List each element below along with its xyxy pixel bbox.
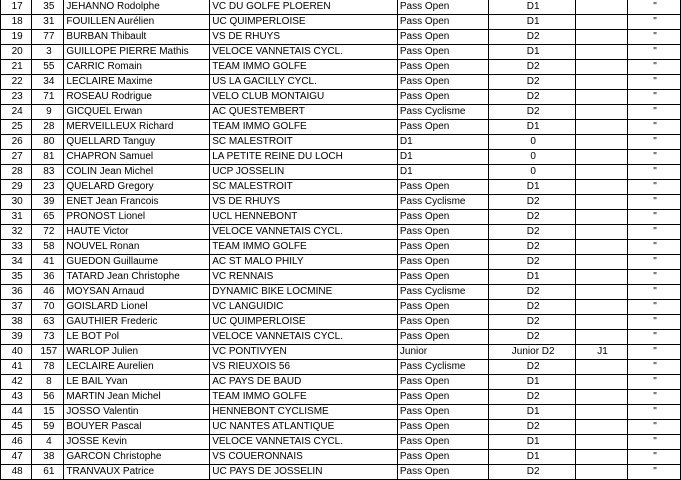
ditto-mark-cell: " (628, 225, 681, 240)
club-name-cell: TEAM IMMO GOLFE (210, 390, 398, 405)
rank-cell: 35 (1, 270, 32, 285)
bib-number-cell: 77 (32, 30, 64, 45)
rank-cell: 22 (1, 75, 32, 90)
class-cell: D2 (489, 210, 576, 225)
rider-name-cell: NOUVEL Ronan (64, 240, 210, 255)
extra-class-cell (576, 360, 628, 375)
category-cell: Pass Open (397, 300, 488, 315)
category-cell: Pass Open (397, 315, 488, 330)
rank-cell: 42 (1, 375, 32, 390)
extra-class-cell (576, 0, 628, 15)
table-row (1, 375, 681, 390)
club-name-cell: AC PAYS DE BAUD (210, 375, 398, 390)
bib-number-cell: 73 (32, 330, 64, 345)
table-row (1, 405, 681, 420)
ditto-mark-cell: " (628, 90, 681, 105)
club-name-cell: AC QUESTEMBERT (210, 105, 398, 120)
category-cell: Pass Open (397, 0, 488, 15)
table-row (1, 240, 681, 255)
bib-number-cell: 59 (32, 420, 64, 435)
extra-class-cell (576, 240, 628, 255)
extra-class-cell (576, 90, 628, 105)
class-cell: D2 (489, 315, 576, 330)
bib-number-cell: 55 (32, 60, 64, 75)
rank-cell: 45 (1, 420, 32, 435)
extra-class-cell (576, 120, 628, 135)
ditto-mark-cell: " (628, 390, 681, 405)
rank-cell: 31 (1, 210, 32, 225)
rank-cell: 39 (1, 330, 32, 345)
table-row (1, 45, 681, 60)
rider-name-cell: TATARD Jean Christophe (64, 270, 210, 285)
bib-number-cell: 3 (32, 45, 64, 60)
extra-class-cell (576, 315, 628, 330)
category-cell: Pass Open (397, 180, 488, 195)
extra-class-cell (576, 300, 628, 315)
club-name-cell: HENNEBONT CYCLISME (210, 405, 398, 420)
ditto-mark-cell: " (628, 150, 681, 165)
bib-number-cell: 8 (32, 375, 64, 390)
class-cell: D1 (489, 270, 576, 285)
rider-name-cell: QUELARD Gregory (64, 180, 210, 195)
rank-cell: 37 (1, 300, 32, 315)
rider-name-cell: BOUYER Pascal (64, 420, 210, 435)
club-name-cell: UCP JOSSELIN (210, 165, 398, 180)
extra-class-cell: J1 (576, 345, 628, 360)
bib-number-cell: 72 (32, 225, 64, 240)
rank-cell: 21 (1, 60, 32, 75)
extra-class-cell (576, 195, 628, 210)
bib-number-cell: 31 (32, 15, 64, 30)
category-cell: Pass Open (397, 120, 488, 135)
rank-cell: 26 (1, 135, 32, 150)
extra-class-cell (576, 75, 628, 90)
bib-number-cell: 28 (32, 120, 64, 135)
rank-cell: 41 (1, 360, 32, 375)
ditto-mark-cell: " (628, 75, 681, 90)
rank-cell: 28 (1, 165, 32, 180)
rider-name-cell: LECLAIRE Maxime (64, 75, 210, 90)
rider-name-cell: CARRIC Romain (64, 60, 210, 75)
extra-class-cell (576, 165, 628, 180)
extra-class-cell (576, 60, 628, 75)
rider-name-cell: QUELLARD Tanguy (64, 135, 210, 150)
bib-number-cell: 78 (32, 360, 64, 375)
bib-number-cell: 34 (32, 75, 64, 90)
rider-name-cell: MOYSAN Arnaud (64, 285, 210, 300)
table-row (1, 180, 681, 195)
rider-name-cell: GICQUEL Erwan (64, 105, 210, 120)
class-cell: D1 (489, 435, 576, 450)
rider-name-cell: GUILLOPE PIERRE Mathis (64, 45, 210, 60)
category-cell: Pass Open (397, 330, 488, 345)
table-row (1, 390, 681, 405)
bib-number-cell: 83 (32, 165, 64, 180)
class-cell: D2 (489, 330, 576, 345)
table-row (1, 315, 681, 330)
rank-cell: 47 (1, 450, 32, 465)
category-cell: Pass Open (397, 375, 488, 390)
ditto-mark-cell: " (628, 15, 681, 30)
club-name-cell: UCL HENNEBONT (210, 210, 398, 225)
club-name-cell: AC ST MALO PHILY (210, 255, 398, 270)
table-row (1, 150, 681, 165)
class-cell: D2 (489, 465, 576, 480)
class-cell: D2 (489, 255, 576, 270)
class-cell: D2 (489, 195, 576, 210)
table-row (1, 165, 681, 180)
bib-number-cell: 4 (32, 435, 64, 450)
rider-name-cell: MERVEILLEUX Richard (64, 120, 210, 135)
class-cell: D2 (489, 75, 576, 90)
rider-name-cell: CHAPRON Samuel (64, 150, 210, 165)
table-row (1, 345, 681, 360)
club-name-cell: UC PAYS DE JOSSELIN (210, 465, 398, 480)
rank-cell: 18 (1, 15, 32, 30)
class-cell: D1 (489, 15, 576, 30)
extra-class-cell (576, 405, 628, 420)
bib-number-cell: 71 (32, 90, 64, 105)
rider-name-cell: GARCON Christophe (64, 450, 210, 465)
category-cell: Pass Open (397, 90, 488, 105)
bib-number-cell: 15 (32, 405, 64, 420)
rider-name-cell: GOISLARD Lionel (64, 300, 210, 315)
bib-number-cell: 39 (32, 195, 64, 210)
category-cell: D1 (397, 150, 488, 165)
table-row (1, 0, 681, 15)
bib-number-cell: 63 (32, 315, 64, 330)
rider-name-cell: MARTIN Jean Michel (64, 390, 210, 405)
rider-name-cell: LE BOT Pol (64, 330, 210, 345)
club-name-cell: DYNAMIC BIKE LOCMINE (210, 285, 398, 300)
ditto-mark-cell: " (628, 375, 681, 390)
bib-number-cell: 23 (32, 180, 64, 195)
rider-name-cell: ROSEAU Rodrigue (64, 90, 210, 105)
category-cell: Pass Open (397, 435, 488, 450)
extra-class-cell (576, 285, 628, 300)
bib-number-cell: 58 (32, 240, 64, 255)
bib-number-cell: 65 (32, 210, 64, 225)
extra-class-cell (576, 180, 628, 195)
extra-class-cell (576, 450, 628, 465)
club-name-cell: VELOCE VANNETAIS CYCL. (210, 330, 398, 345)
extra-class-cell (576, 270, 628, 285)
club-name-cell: VS RIEUXOIS 56 (210, 360, 398, 375)
rider-name-cell: GAUTHIER Frederic (64, 315, 210, 330)
ditto-mark-cell: " (628, 120, 681, 135)
rank-cell: 48 (1, 465, 32, 480)
ditto-mark-cell: " (628, 60, 681, 75)
ditto-mark-cell: " (628, 240, 681, 255)
ditto-mark-cell: " (628, 30, 681, 45)
club-name-cell: VELO CLUB MONTAIGU (210, 90, 398, 105)
extra-class-cell (576, 135, 628, 150)
class-cell: D1 (489, 120, 576, 135)
club-name-cell: UC NANTES ATLANTIQUE (210, 420, 398, 435)
rider-name-cell: BURBAN Thibault (64, 30, 210, 45)
table-row (1, 450, 681, 465)
category-cell: Pass Open (397, 60, 488, 75)
class-cell: D1 (489, 0, 576, 15)
ditto-mark-cell: " (628, 210, 681, 225)
table-row (1, 195, 681, 210)
table-row (1, 60, 681, 75)
club-name-cell: VELOCE VANNETAIS CYCL. (210, 225, 398, 240)
bib-number-cell: 157 (32, 345, 64, 360)
category-cell: D1 (397, 165, 488, 180)
class-cell: 0 (489, 135, 576, 150)
rider-name-cell: LECLAIRE Aurelien (64, 360, 210, 375)
extra-class-cell (576, 225, 628, 240)
table-row (1, 135, 681, 150)
class-cell: D2 (489, 240, 576, 255)
table-row (1, 285, 681, 300)
class-cell: 0 (489, 150, 576, 165)
club-name-cell: VS COUERONNAIS (210, 450, 398, 465)
rider-name-cell: GUEDON Guillaume (64, 255, 210, 270)
bib-number-cell: 70 (32, 300, 64, 315)
category-cell: Pass Open (397, 15, 488, 30)
category-cell: Pass Open (397, 240, 488, 255)
category-cell: Pass Open (397, 450, 488, 465)
ditto-mark-cell: " (628, 135, 681, 150)
class-cell: D2 (489, 105, 576, 120)
club-name-cell: TEAM IMMO GOLFE (210, 120, 398, 135)
ditto-mark-cell: " (628, 420, 681, 435)
rank-cell: 24 (1, 105, 32, 120)
rider-name-cell: JEHANNO Rodolphe (64, 0, 210, 15)
table-row (1, 420, 681, 435)
club-name-cell: VS DE RHUYS (210, 195, 398, 210)
rank-cell: 29 (1, 180, 32, 195)
category-cell: Pass Open (397, 390, 488, 405)
extra-class-cell (576, 45, 628, 60)
club-name-cell: VS DE RHUYS (210, 30, 398, 45)
category-cell: Pass Cyclisme (397, 285, 488, 300)
extra-class-cell (576, 30, 628, 45)
bib-number-cell: 61 (32, 465, 64, 480)
ditto-mark-cell: " (628, 345, 681, 360)
class-cell: D1 (489, 180, 576, 195)
table-row (1, 465, 681, 480)
category-cell: Pass Open (397, 45, 488, 60)
ditto-mark-cell: " (628, 285, 681, 300)
table-row (1, 75, 681, 90)
bib-number-cell: 41 (32, 255, 64, 270)
rank-cell: 17 (1, 0, 32, 15)
bib-number-cell: 46 (32, 285, 64, 300)
rank-cell: 20 (1, 45, 32, 60)
ditto-mark-cell: " (628, 315, 681, 330)
class-cell: D2 (489, 285, 576, 300)
table-row (1, 300, 681, 315)
class-cell: D2 (489, 420, 576, 435)
category-cell: Pass Open (397, 405, 488, 420)
table-row (1, 270, 681, 285)
rider-name-cell: LE BAIL Yvan (64, 375, 210, 390)
ditto-mark-cell: " (628, 270, 681, 285)
category-cell: Pass Open (397, 465, 488, 480)
club-name-cell: VC LANGUIDIC (210, 300, 398, 315)
table-row (1, 120, 681, 135)
rider-name-cell: JOSSO Valentin (64, 405, 210, 420)
class-cell: D2 (489, 90, 576, 105)
ditto-mark-cell: " (628, 360, 681, 375)
results-body (1, 0, 681, 480)
bib-number-cell: 80 (32, 135, 64, 150)
rank-cell: 25 (1, 120, 32, 135)
category-cell: Junior (397, 345, 488, 360)
rider-name-cell: WARLOP Julien (64, 345, 210, 360)
rank-cell: 23 (1, 90, 32, 105)
category-cell: Pass Open (397, 420, 488, 435)
category-cell: Pass Open (397, 270, 488, 285)
class-cell: D2 (489, 300, 576, 315)
club-name-cell: VC PONTIVYEN (210, 345, 398, 360)
rider-name-cell: HAUTE Victor (64, 225, 210, 240)
category-cell: Pass Open (397, 210, 488, 225)
class-cell: D1 (489, 375, 576, 390)
ditto-mark-cell: " (628, 180, 681, 195)
extra-class-cell (576, 375, 628, 390)
category-cell: Pass Cyclisme (397, 195, 488, 210)
club-name-cell: VC DU GOLFE PLOEREN (210, 0, 398, 15)
table-row (1, 90, 681, 105)
bib-number-cell: 81 (32, 150, 64, 165)
class-cell: D2 (489, 60, 576, 75)
extra-class-cell (576, 330, 628, 345)
ditto-mark-cell: " (628, 165, 681, 180)
club-name-cell: SC MALESTROIT (210, 135, 398, 150)
ditto-mark-cell: " (628, 105, 681, 120)
rank-cell: 40 (1, 345, 32, 360)
rank-cell: 36 (1, 285, 32, 300)
ditto-mark-cell: " (628, 195, 681, 210)
club-name-cell: LA PETITE REINE DU LOCH (210, 150, 398, 165)
table-row (1, 210, 681, 225)
extra-class-cell (576, 420, 628, 435)
class-cell: D1 (489, 450, 576, 465)
rider-name-cell: COLIN Jean Michel (64, 165, 210, 180)
extra-class-cell (576, 105, 628, 120)
bib-number-cell: 56 (32, 390, 64, 405)
rank-cell: 43 (1, 390, 32, 405)
ditto-mark-cell: " (628, 45, 681, 60)
rank-cell: 33 (1, 240, 32, 255)
club-name-cell: US LA GACILLY CYCL. (210, 75, 398, 90)
rider-name-cell: JOSSE Kevin (64, 435, 210, 450)
category-cell: Pass Cyclisme (397, 105, 488, 120)
ditto-mark-cell: " (628, 435, 681, 450)
class-cell: D2 (489, 360, 576, 375)
club-name-cell: TEAM IMMO GOLFE (210, 60, 398, 75)
extra-class-cell (576, 435, 628, 450)
club-name-cell: VELOCE VANNETAIS CYCL. (210, 435, 398, 450)
class-cell: D2 (489, 225, 576, 240)
extra-class-cell (576, 15, 628, 30)
bib-number-cell: 38 (32, 450, 64, 465)
class-cell: Junior D2 (489, 345, 576, 360)
rank-cell: 19 (1, 30, 32, 45)
rider-name-cell: FOUILLEN Aurélien (64, 15, 210, 30)
club-name-cell: VELOCE VANNETAIS CYCL. (210, 45, 398, 60)
class-cell: D2 (489, 30, 576, 45)
rank-cell: 46 (1, 435, 32, 450)
club-name-cell: TEAM IMMO GOLFE (210, 240, 398, 255)
extra-class-cell (576, 465, 628, 480)
rank-cell: 34 (1, 255, 32, 270)
extra-class-cell (576, 390, 628, 405)
table-row (1, 15, 681, 30)
category-cell: D1 (397, 135, 488, 150)
ditto-mark-cell: " (628, 330, 681, 345)
table-row (1, 105, 681, 120)
club-name-cell: UC QUIMPERLOISE (210, 15, 398, 30)
club-name-cell: VC RENNAIS (210, 270, 398, 285)
table-row (1, 255, 681, 270)
table-row (1, 225, 681, 240)
bib-number-cell: 9 (32, 105, 64, 120)
category-cell: Pass Open (397, 255, 488, 270)
extra-class-cell (576, 210, 628, 225)
class-cell: D1 (489, 405, 576, 420)
rider-name-cell: ENET Jean Francois (64, 195, 210, 210)
rank-cell: 32 (1, 225, 32, 240)
ditto-mark-cell: " (628, 0, 681, 15)
ditto-mark-cell: " (628, 465, 681, 480)
extra-class-cell (576, 150, 628, 165)
category-cell: Pass Open (397, 75, 488, 90)
ditto-mark-cell: " (628, 300, 681, 315)
rank-cell: 38 (1, 315, 32, 330)
table-row (1, 330, 681, 345)
table-row (1, 30, 681, 45)
rank-cell: 44 (1, 405, 32, 420)
class-cell: D2 (489, 390, 576, 405)
table-row (1, 360, 681, 375)
bib-number-cell: 36 (32, 270, 64, 285)
bib-number-cell: 35 (32, 0, 64, 15)
rider-name-cell: PRONOST Lionel (64, 210, 210, 225)
table-row (1, 435, 681, 450)
club-name-cell: SC MALESTROIT (210, 180, 398, 195)
club-name-cell: UC QUIMPERLOISE (210, 315, 398, 330)
ditto-mark-cell: " (628, 450, 681, 465)
class-cell: D1 (489, 45, 576, 60)
category-cell: Pass Cyclisme (397, 360, 488, 375)
ditto-mark-cell: " (628, 405, 681, 420)
extra-class-cell (576, 255, 628, 270)
class-cell: 0 (489, 165, 576, 180)
rank-cell: 30 (1, 195, 32, 210)
ditto-mark-cell: " (628, 255, 681, 270)
rider-name-cell: TRANVAUX Patrice (64, 465, 210, 480)
category-cell: Pass Open (397, 30, 488, 45)
category-cell: Pass Open (397, 225, 488, 240)
rank-cell: 27 (1, 150, 32, 165)
